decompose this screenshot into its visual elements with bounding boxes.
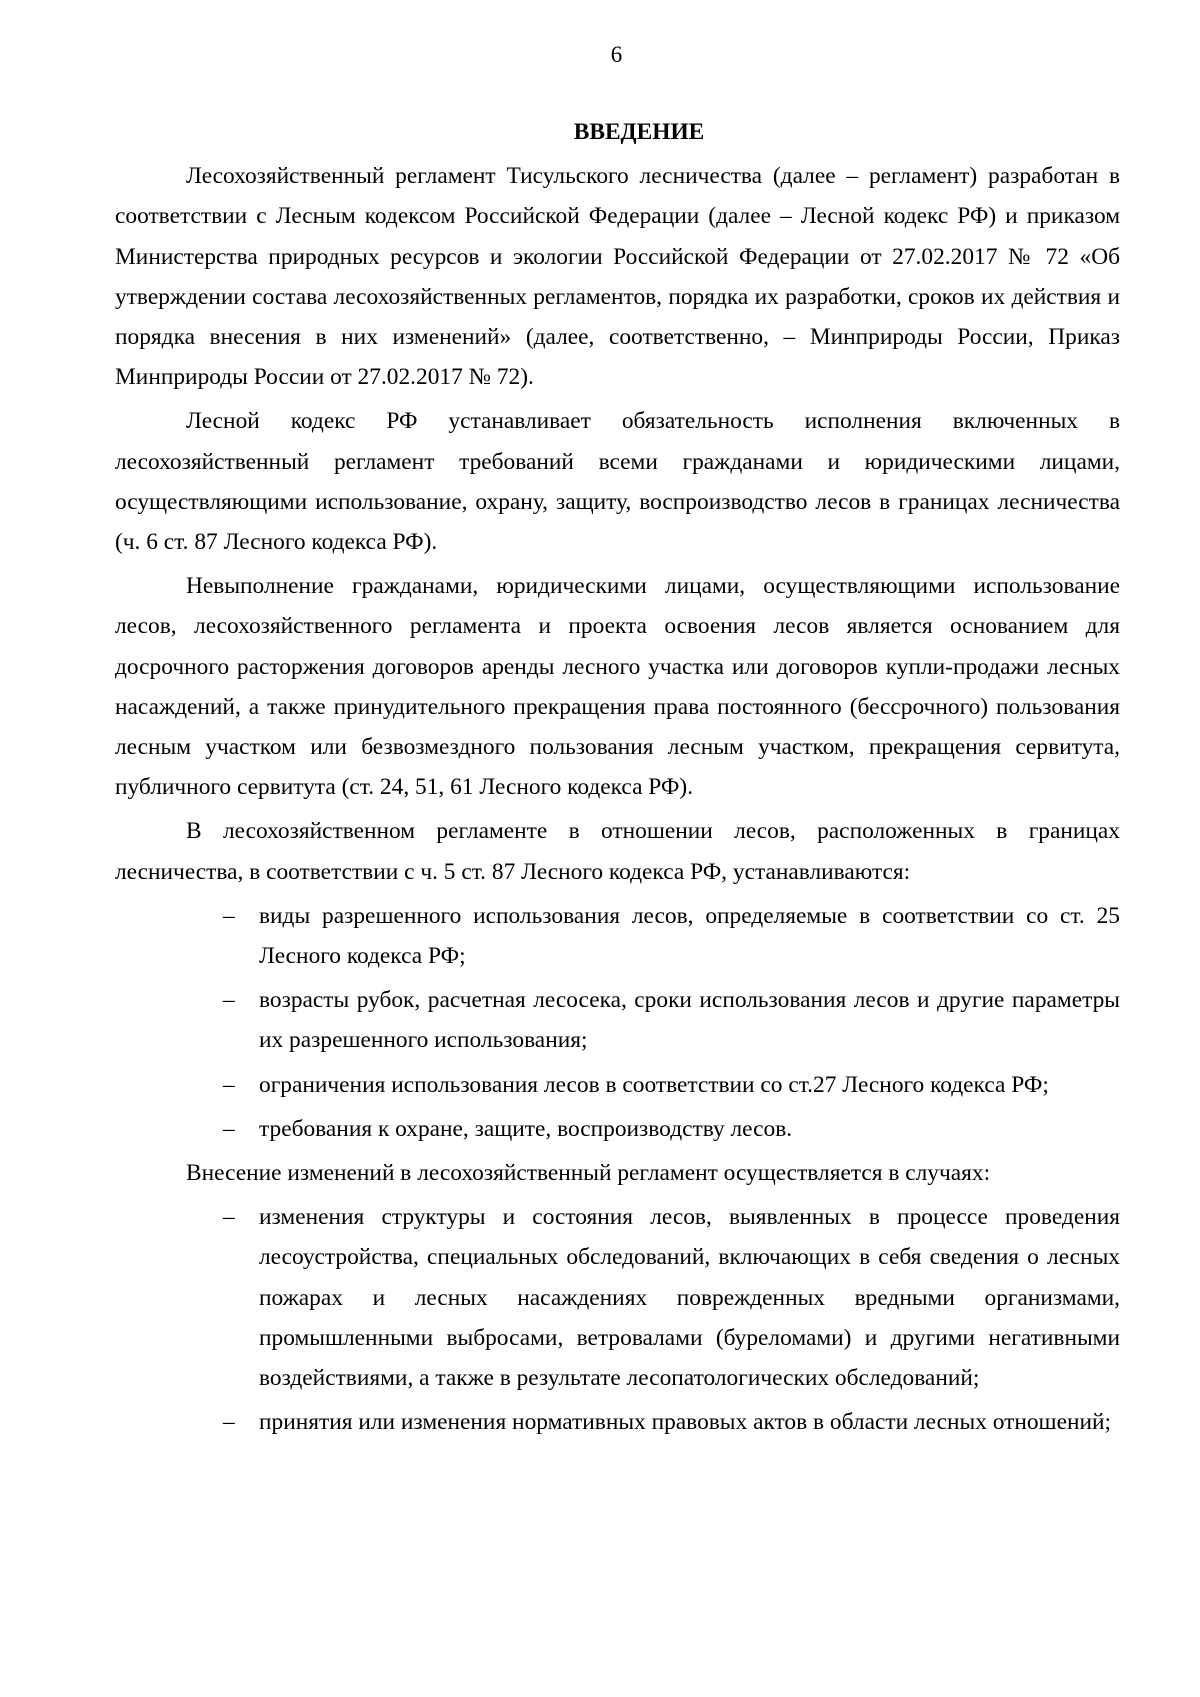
paragraph-obligation: Лесной кодекс РФ устанавливает обязательность исполнения включенных в лесохозяйственный регламент требований всеми гражданами и юридическими лицами, осуществляющими использование, охрану, защиту, воспроизводство лесов в границах лесничества (ч. 6 ст. 87 Лесного кодекса РФ). bbox=[115, 408, 1120, 556]
list-item bbox=[115, 980, 1120, 1060]
list-dash: – bbox=[223, 1409, 235, 1436]
paragraph-established-items: В лесохозяйственном регламенте в отношении лесов, расположенных в границах лесничества, в соответствии с ч. 5 ст. 87 Лесного кодекса РФ, устанавливаются: bbox=[115, 818, 1120, 885]
list-item bbox=[115, 896, 1120, 976]
amendment-cases-list bbox=[115, 1197, 1120, 1442]
list-item bbox=[115, 1065, 1120, 1105]
list-item-text: требования к охране, защите, воспроизводству лесов. bbox=[259, 1115, 793, 1142]
section-heading: ВВЕДЕНИЕ bbox=[573, 119, 705, 145]
list-item bbox=[115, 1197, 1120, 1398]
list-item-text: принятия или изменения нормативных правовых актов в области лесных отношений; bbox=[259, 1409, 1111, 1436]
list-item-text: ограничения использования лесов в соответствии со ст.27 Лесного кодекса РФ; bbox=[259, 1071, 1049, 1098]
list-item-text: возрасты рубок, расчетная лесосека, сроки использования лесов и другие параметры их разрешенного использования; bbox=[259, 987, 1120, 1054]
page-number: 6 bbox=[610, 42, 623, 67]
established-items-list bbox=[115, 896, 1120, 1149]
list-item-text: виды разрешенного использования лесов, определяемые в соответствии со ст. 25 Лесного кодекса РФ; bbox=[259, 902, 1120, 970]
list-dash: – bbox=[223, 902, 235, 929]
list-item bbox=[115, 1109, 1120, 1149]
list-dash: – bbox=[223, 987, 235, 1014]
document-body bbox=[115, 112, 1120, 1447]
list-dash: – bbox=[223, 1115, 235, 1142]
list-item bbox=[115, 1402, 1120, 1442]
list-dash: – bbox=[223, 1071, 235, 1098]
paragraph-amendment-cases: Внесение изменений в лесохозяйственный регламент осуществляется в случаях: bbox=[186, 1160, 991, 1187]
paragraph-intro: Лесохозяйственный регламент Тисульского лесничества (далее – регламент) разработан в соответствии с Лесным кодексом Российской Федерации (далее – Лесной кодекс РФ) и приказом Министерства природных ресурсов и экологии Российской Федерации от 27.02.2017 № 72 «Об утверждении состава лесохозяйственных регламентов, порядка их разработки, сроков их действия и порядка внесения в них изменений» (далее, соответственно, – Минприроды России, Приказ Минприроды России от 27.02.2017 № 72). bbox=[115, 163, 1120, 391]
list-dash: – bbox=[223, 1204, 235, 1231]
list-item-text: изменения структуры и состояния лесов, выявленных в процессе проведения лесоустройства, специальных обследований, включающих в себя сведения о лесных пожарах и лесных насаждениях поврежденных вредными организмами, промышленными выбросами, ветровалами (буреломами) и другими негативными воздействиями, а также в результате лесопатологических обследований; bbox=[259, 1204, 1120, 1392]
paragraph-noncompliance: Невыполнение гражданами, юридическими лицами, осуществляющими использование лесов, лесохозяйственного регламента и проекта освоения лесов является основанием для досрочного расторжения договоров аренды лесного участка или договоров купли-продажи лесных насаждений, а также принудительного прекращения права постоянного (бессрочного) пользования лесным участком или безвозмездного пользования лесным участком, прекращения сервитута, публичного сервитута (ст. 24, 51, 61 Лесного кодекса РФ). bbox=[115, 573, 1120, 801]
